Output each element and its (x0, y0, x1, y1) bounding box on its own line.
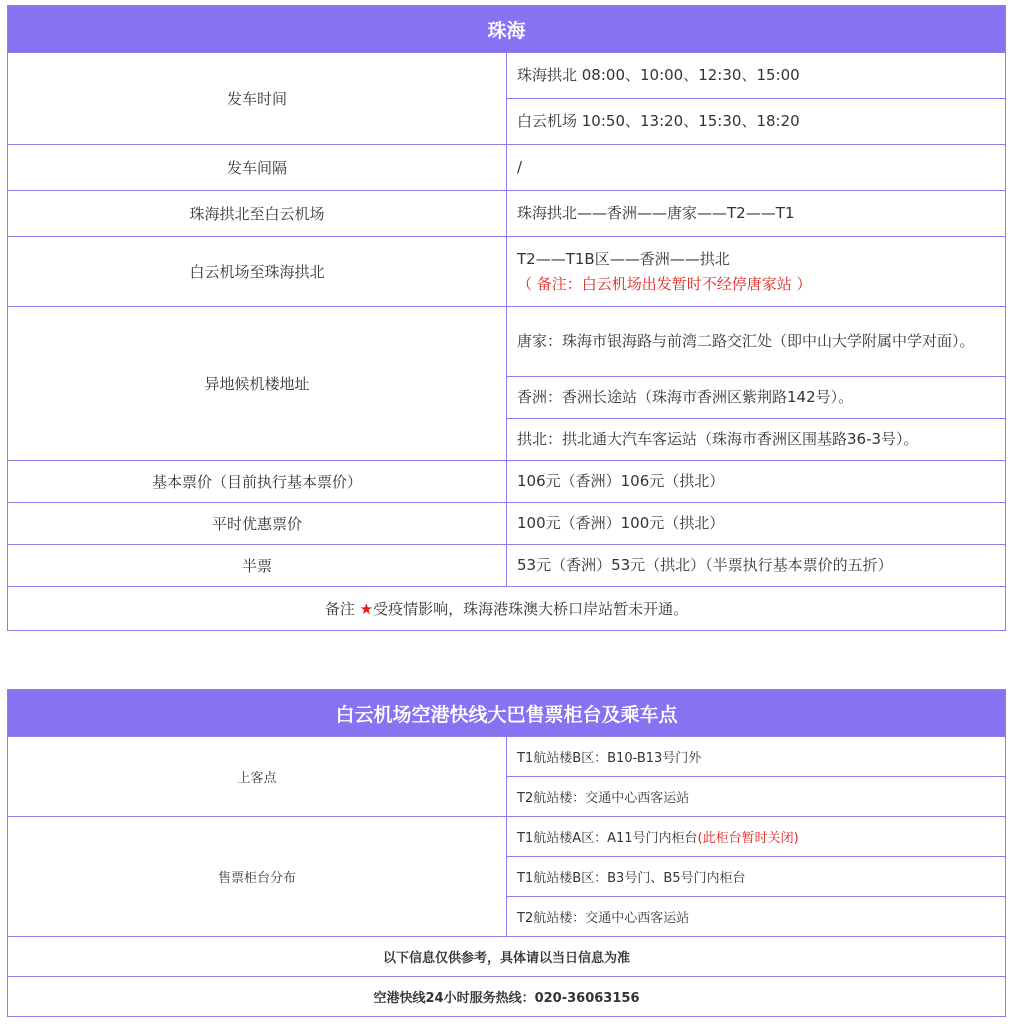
remote-checkin-xiangzhou: 香洲：香洲长途站（珠海市香洲区紫荆路142号）。 (507, 377, 1006, 419)
counters-table-title: 白云机场空港快线大巴售票柜台及乘车点 (8, 690, 1006, 737)
from-airport-label: 白云机场至珠海拱北 (8, 237, 507, 307)
counter-t1a (507, 817, 1006, 857)
boarding-t2: T2航站楼：交通中心西客运站 (507, 777, 1006, 817)
half-fare-value: 53元（香洲）53元（拱北）（半票执行基本票价的五折） (507, 545, 1006, 587)
service-hotline: 空港快线24小时服务热线：020-36063156 (8, 977, 1006, 1017)
counters-table (7, 689, 1006, 1017)
zhuhai-schedule-table (7, 5, 1006, 631)
from-airport-cell (507, 237, 1006, 307)
zhuhai-footnote (8, 587, 1006, 631)
departure-time-label: 发车时间 (8, 53, 507, 145)
remote-checkin-gongbei: 拱北：拱北通大汽车客运站（珠海市香洲区围基路36-3号）。 (507, 419, 1006, 461)
to-airport-label: 珠海拱北至白云机场 (8, 191, 507, 237)
boarding-t1: T1航站楼B区：B10-B13号门外 (507, 737, 1006, 777)
zhuhai-table-title: 珠海 (8, 6, 1006, 53)
base-fare-label: 基本票价（目前执行基本票价） (8, 461, 507, 503)
footnote-prefix: 备注 (324, 600, 360, 618)
interval-value: / (507, 145, 1006, 191)
discount-fare-value: 100元（香洲）100元（拱北） (507, 503, 1006, 545)
departure-time-baiyun: 白云机场 10:50、13:20、15:30、18:20 (507, 99, 1006, 145)
discount-fare-label: 平时优惠票价 (8, 503, 507, 545)
counter-t1a-text: T1航站楼A区：A11号门内柜台 (517, 831, 698, 846)
counter-t2: T2航站楼：交通中心西客运站 (507, 897, 1006, 937)
counter-t1a-note: (此柜台暂时关闭) (697, 831, 799, 846)
from-airport-route: T2——T1B区——香洲——拱北 (517, 249, 730, 268)
to-airport-route: 珠海拱北——香洲——唐家——T2——T1 (507, 191, 1006, 237)
footnote-text: 受疫情影响，珠海港珠澳大桥口岸站暂未开通。 (373, 600, 689, 618)
departure-time-gongbei: 珠海拱北 08:00、10:00、12:30、15:00 (507, 53, 1006, 99)
from-airport-note: （ 备注：白云机场出发暂时不经停唐家站 ） (517, 274, 812, 293)
base-fare-value: 106元（香洲）106元（拱北） (507, 461, 1006, 503)
ticket-counters-label: 售票柜台分布 (8, 817, 507, 937)
half-fare-label: 半票 (8, 545, 507, 587)
interval-label: 发车间隔 (8, 145, 507, 191)
star-icon: ★ (359, 600, 374, 618)
remote-checkin-tangjia: 唐家：珠海市银海路与前湾二路交汇处（即中山大学附属中学对面）。 (507, 307, 1006, 377)
disclaimer: 以下信息仅供参考，具体请以当日信息为准 (8, 937, 1006, 977)
remote-checkin-label: 异地候机楼地址 (8, 307, 507, 461)
counter-t1b: T1航站楼B区：B3号门、B5号门内柜台 (507, 857, 1006, 897)
boarding-label: 上客点 (8, 737, 507, 817)
